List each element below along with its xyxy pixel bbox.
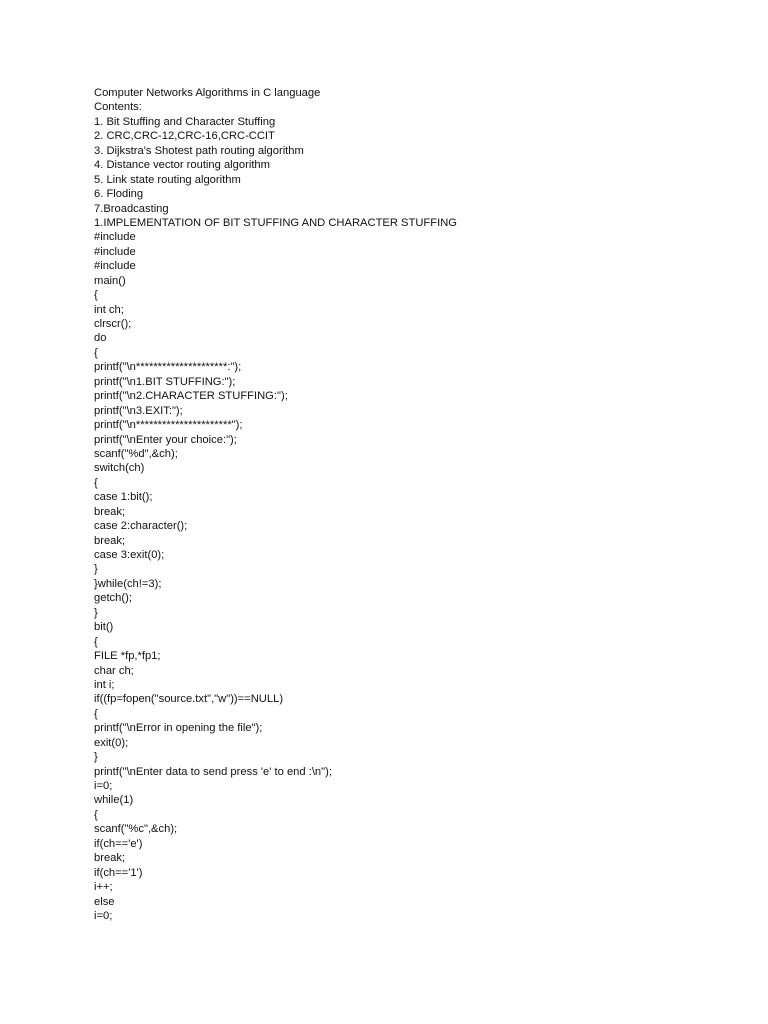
document-line: while(1) — [94, 794, 134, 807]
document-line: printf("\nError in opening the file"); — [94, 722, 263, 735]
document-line: { — [94, 635, 98, 648]
document-line: } — [94, 563, 98, 576]
document-line: exit(0); — [94, 736, 129, 749]
document-text — [94, 86, 457, 923]
document-line: { — [94, 346, 98, 359]
document-line: } — [94, 751, 98, 764]
document-line: } — [94, 606, 98, 619]
document-line: { — [94, 289, 98, 302]
document-line: 1.IMPLEMENTATION OF BIT STUFFING AND CHARACTER STUFFING — [94, 216, 457, 229]
document-line: case 1:bit(); — [94, 491, 153, 504]
document-line: printf("\n3.EXIT:"); — [94, 404, 183, 417]
document-line: #include — [94, 260, 136, 273]
document-line: switch(ch) — [94, 462, 145, 475]
document-line: }while(ch!=3); — [94, 577, 162, 590]
document-line: do — [94, 332, 107, 345]
document-line: 7.Broadcasting — [94, 202, 169, 215]
document-line: bit() — [94, 621, 114, 634]
document-line: printf("\n*********************:"); — [94, 361, 242, 374]
document-line: #include — [94, 231, 136, 244]
document-line: break; — [94, 852, 126, 865]
document-line: i++; — [94, 881, 113, 894]
document-line: 1. Bit Stuffing and Character Stuffing — [94, 115, 276, 128]
document-line: printf("\nEnter data to send press 'e' to end :\n"); — [94, 765, 332, 778]
document-line: i=0; — [94, 780, 113, 792]
document-line: 4. Distance vector routing algorithm — [94, 159, 270, 172]
document-line: { — [94, 476, 98, 489]
document-line: #include — [94, 245, 136, 258]
document-line: 2. CRC,CRC-12,CRC-16,CRC-CCIT — [94, 130, 275, 143]
document-line: 3. Dijkstra's Shotest path routing algorithm — [94, 144, 304, 157]
document-line: clrscr(); — [94, 318, 132, 330]
document-line: getch(); — [94, 592, 132, 605]
document-line: { — [94, 707, 98, 720]
document-line: case 3:exit(0); — [94, 549, 165, 561]
document-line: scanf("%d",&ch); — [94, 447, 178, 460]
document-line: int i; — [94, 678, 115, 691]
document-line: if(ch=='e') — [94, 837, 143, 850]
document-line: { — [94, 808, 98, 821]
document-line: else — [94, 895, 115, 908]
document-line: printf("\n1.BIT STUFFING:"); — [94, 375, 236, 388]
document-line: if(ch=='1') — [94, 866, 143, 879]
document-line: break; — [94, 505, 126, 518]
document-line: main() — [94, 274, 126, 287]
document-line: int ch; — [94, 303, 124, 316]
document-line: char ch; — [94, 664, 134, 677]
document-line: Computer Networks Algorithms in C language — [94, 87, 321, 99]
document-line: printf("\n2.CHARACTER STUFFING:"); — [94, 390, 288, 403]
document-line: Contents: — [94, 101, 142, 114]
document-line: break; — [94, 534, 126, 547]
document-line: 6. Floding — [94, 188, 144, 201]
document-line: printf("\nEnter your choice:"); — [94, 433, 237, 446]
document-line: i=0; — [94, 909, 113, 922]
document-line: case 2:character(); — [94, 520, 188, 533]
document-line: FILE *fp,*fp1; — [94, 650, 161, 663]
document-line: 5. Link state routing algorithm — [94, 173, 241, 186]
document-line: printf("\n**********************"); — [94, 419, 243, 432]
document-line: scanf("%c",&ch); — [94, 823, 178, 836]
document-line: if((fp=fopen("source.txt","w"))==NULL) — [94, 693, 284, 706]
